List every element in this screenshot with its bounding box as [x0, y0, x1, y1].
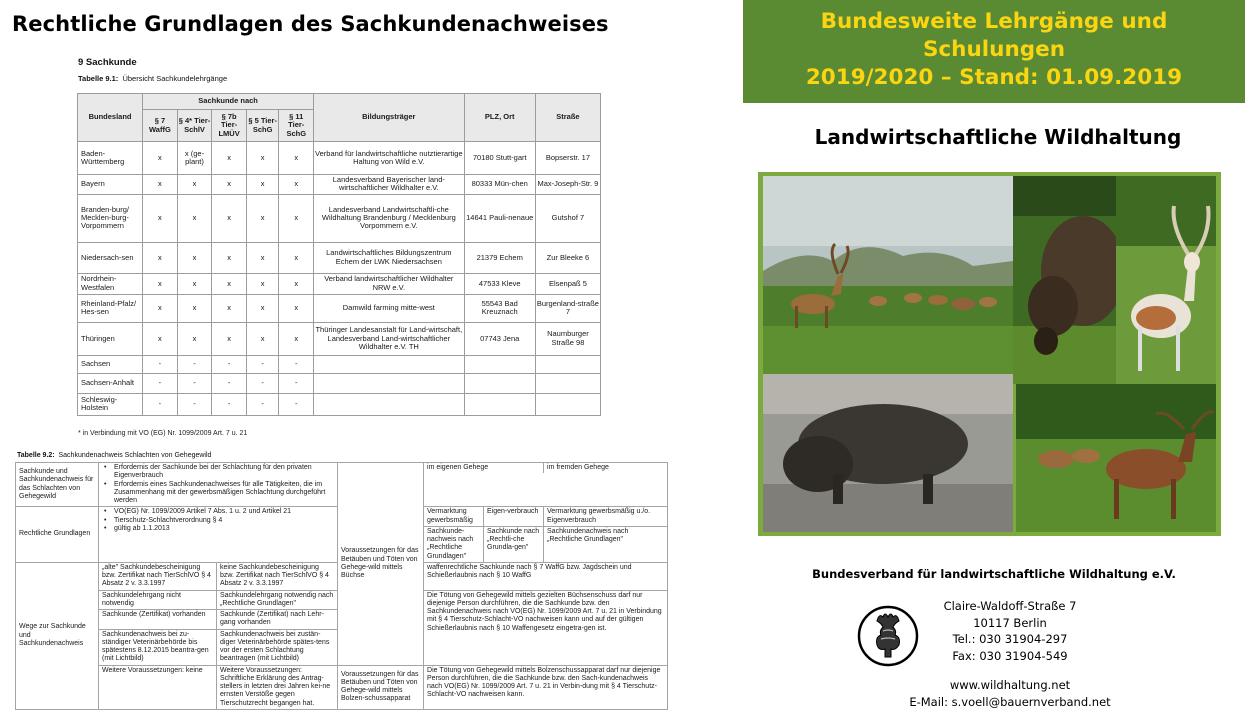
- table-cell-c2: x: [177, 175, 212, 195]
- sk-nach-rg3: Sachkundenachweis nach „Rechtliche Grundlagen": [547, 527, 629, 543]
- table-cell-strasse: Naumburger Straße 98: [535, 322, 600, 355]
- wege-label: Wege zur Sachkunde und Sachkundenachweis: [16, 562, 99, 709]
- table-cell-plz: 07743 Jena: [464, 322, 535, 355]
- phone: Tel.: 030 31904-297: [952, 632, 1068, 646]
- photo-bison: [1013, 176, 1116, 384]
- table-cell-plz: [464, 355, 535, 373]
- wege-a-3: Sachkundenachweis bei zu-ständiger Veterinärbehörde bis spätestens 8.12.2015 beantra-gen (mit Lichtbild): [99, 629, 217, 665]
- list-item: • gültig ab 1.1.2013: [102, 525, 334, 533]
- fax: Fax: 030 31904-549: [952, 648, 1068, 663]
- photo-white-deer: [1116, 176, 1216, 384]
- photo-wild-boar: [763, 374, 1013, 532]
- website-link[interactable]: www.wildhaltung.net: [949, 678, 1071, 692]
- wege-a-0: „alte" Sachkundebescheinigung bzw. Zertifikat nach TierSchlVO § 4 Absatz 2 v. 3.3.1997: [99, 562, 217, 590]
- row-sachkunde-label: Sachkunde und Sachkundenachweis für das Schlachten von Gehegewild: [16, 463, 99, 507]
- table-cell-land: Sachsen: [78, 355, 143, 373]
- wege-b-2: Sachkunde (Zertifikat) nach Lehr-gang vorhanden: [217, 610, 338, 630]
- table-cell-plz: 14641 Pauli-nenaue: [464, 194, 535, 242]
- photo-deer-herd: [763, 176, 1013, 374]
- table-cell-traeger: Verband landwirtschaftlicher Wildhalter NRW e.V.: [314, 273, 465, 294]
- table-cell-land: Niedersach-sen: [78, 242, 143, 273]
- col-p7-waffg: § 7 WaffG: [143, 110, 178, 142]
- table-cell-c3: x: [212, 194, 247, 242]
- table-row: [78, 242, 601, 273]
- bolzen-text: Die Tötung von Gehegewild mittels Bolzenschussapparat darf nur diejenige Person durchführen, die die Sachkunde bzw. den Sach-kundenachweis nach VO(EG) Nr. 1099/2009 Art. 7 u. 21 in Verbin-dung mit § 4 Tierschutz-Schlacht-VO nachweisen kann.: [424, 665, 668, 709]
- wege-a-1: Sachkundelehrgang nicht notwendig: [99, 590, 217, 610]
- email-link[interactable]: E-Mail: s.voell@bauernverband.net: [909, 694, 1111, 709]
- table-cell-land: Rheinland-Pfalz/ Hes-sen: [78, 294, 143, 322]
- table-cell-land: Branden-burg/ Mecklen-burg-Vorpommern: [78, 194, 143, 242]
- table-row: [78, 142, 601, 175]
- col-p4-tierschlv: § 4* Tier-SchlV: [177, 110, 212, 142]
- table-row: [78, 175, 601, 195]
- table-cell-plz: 70180 Stutt-gart: [464, 142, 535, 175]
- table-row: [78, 393, 601, 415]
- wege-b-3: Sachkundenachweis bei zustän-diger Veterinärbehörde spätes-tens vor der ersten Schlachtung beantragen (mit Lichtbild): [217, 629, 338, 665]
- table-cell-plz: 80333 Mün-chen: [464, 175, 535, 195]
- table-cell-traeger: Damwild farming mitte-west: [314, 294, 465, 322]
- photo-red-deer: [1016, 384, 1216, 532]
- table-cell-c5: x: [279, 242, 314, 273]
- table-cell-traeger: Landwirtschaftliches Bildungszentrum Echem der LWK Niedersachsen: [314, 242, 465, 273]
- table-row: [78, 194, 601, 242]
- wege-b-4: Weitere Voraussetzungen: Schriftliche Erklärung des Antrag-stellers in letzten drei Jahren kei-ne ernsten Verstöße gegen Tierschutzrecht begangen hat.: [217, 665, 338, 709]
- table-cell-c3: -: [212, 373, 247, 393]
- banner-line-3: 2019/2020 – Stand: 01.09.2019: [805, 65, 1183, 90]
- vermarktung-uo: Vermarktung gewerbsmäßig u./o. Eigenverbrauch: [547, 508, 651, 524]
- table-cell-c4: x: [246, 273, 279, 294]
- list-item: • Tierschutz-Schlachtverordnung § 4: [102, 517, 334, 525]
- table-cell-c4: -: [246, 393, 279, 415]
- col-p7b-tierlmuev: § 7b Tier-LMÜV: [212, 110, 247, 142]
- row-rechtliche-label: Rechtliche Grundlagen: [16, 507, 99, 563]
- col-plz-ort: PLZ, Ort: [464, 94, 535, 142]
- table-cell-plz: 47533 Kleve: [464, 273, 535, 294]
- table-cell-c3: x: [212, 273, 247, 294]
- col-p5-tierschg: § 5 Tier-SchG: [246, 110, 279, 142]
- table-cell-traeger: Landesverband Bayerischer land-wirtschaftlicher Wildhalter e.V.: [314, 175, 465, 195]
- page-title: Rechtliche Grundlagen des Sachkundenachweises: [12, 12, 609, 36]
- buechse-text: Die Tötung von Gehegewild mittels gezielten Büchsenschuss darf nur diejenige Person durchführen, die die Sachkunde bzw. den Sachkundenachweis nach VO(EG) Nr. 1099/2009 Art. 7 u. 21 in Verbindung mit § 4 Tierschutz-Schlacht-VO nachweisen kann und auf der gültigen Schießerlaubnis nach § 10 Waffengesetz eingetra-gen ist.: [424, 590, 668, 665]
- wege-b-0: keine Sachkundebescheinigung bzw. Zertifikat nach TierSchlVO § 4 Absatz 2 v. 3.3.1997: [217, 562, 338, 590]
- table1-footnote: * in Verbindung mit VO (EG) Nr. 1099/2009 Art. 7 u. 21: [78, 430, 248, 437]
- table-cell-c1: x: [143, 273, 178, 294]
- table-cell-c5: x: [279, 194, 314, 242]
- header-banner: [743, 0, 1245, 103]
- table-cell-c5: -: [279, 393, 314, 415]
- table-cell-c3: x: [212, 294, 247, 322]
- courses-table: [77, 93, 601, 416]
- table-row: [78, 294, 601, 322]
- table-cell-strasse: [535, 373, 600, 393]
- table-cell-c4: x: [246, 194, 279, 242]
- table-cell-plz: [464, 393, 535, 415]
- table-cell-strasse: Gutshof 7: [535, 194, 600, 242]
- col-bundesland: Bundesland: [78, 94, 143, 142]
- banner-line-1: Bundesweite Lehrgänge und: [820, 9, 1168, 34]
- list-item: • Erfordernis eines Sachkundenachweises für alle Tätigkeiten, die im Zusammenhang mit der gewerbsmäßigen Schlachtung durchgeführt werden: [102, 481, 334, 506]
- table-cell-strasse: Elsenpaß 5: [535, 273, 600, 294]
- table-cell-c2: x (ge-plant): [177, 142, 212, 175]
- table-cell-c3: x: [212, 175, 247, 195]
- col-strasse: Straße: [535, 94, 600, 142]
- table-cell-c3: x: [212, 242, 247, 273]
- table-cell-plz: 21379 Echem: [464, 242, 535, 273]
- table-row: [78, 373, 601, 393]
- table-cell-traeger: Landesverband Landwirtschaftli-che Wildhaltung Brandenburg / Mecklenburg Vorpommern e.V.: [314, 194, 465, 242]
- table-cell-c1: -: [143, 373, 178, 393]
- buechse-label: Voraussetzungen für das Betäuben und Töten von Gehege-wild mittels Büchse: [338, 463, 424, 666]
- table-cell-c4: x: [246, 242, 279, 273]
- table-cell-strasse: [535, 393, 600, 415]
- table-cell-land: Sachsen-Anhalt: [78, 373, 143, 393]
- table-cell-strasse: Max-Joseph-Str. 9: [535, 175, 600, 195]
- table-cell-traeger: [314, 373, 465, 393]
- table-cell-c1: x: [143, 242, 178, 273]
- eigenen-gehege: im eigenen Gehege: [424, 463, 544, 473]
- table-cell-c2: -: [177, 393, 212, 415]
- table-cell-c1: x: [143, 294, 178, 322]
- table-cell-traeger: [314, 355, 465, 373]
- table-cell-land: Baden-Württemberg: [78, 142, 143, 175]
- row-sachkunde-bullets: [99, 463, 338, 507]
- table-cell-c1: x: [143, 194, 178, 242]
- table-cell-c4: x: [246, 175, 279, 195]
- table-cell-c4: x: [246, 322, 279, 355]
- table-cell-c2: x: [177, 294, 212, 322]
- gehege-head: [424, 463, 668, 507]
- fremden-gehege: im fremden Gehege: [547, 464, 609, 471]
- table-cell-c4: x: [246, 294, 279, 322]
- table-cell-c5: x: [279, 142, 314, 175]
- table-cell-c5: -: [279, 355, 314, 373]
- table-cell-plz: [464, 373, 535, 393]
- table-cell-c1: x: [143, 322, 178, 355]
- vermarktung: Vermarktung gewerbsmäßig: [424, 507, 484, 526]
- table-cell-c2: x: [177, 242, 212, 273]
- contact-block: [900, 677, 1120, 710]
- wege-b-1: Sachkundelehrgang notwendig nach „Rechtliche Grundlagen": [217, 590, 338, 610]
- section-heading: 9 Sachkunde: [78, 57, 137, 68]
- table-cell-c1: -: [143, 355, 178, 373]
- table-cell-c1: -: [143, 393, 178, 415]
- table-cell-c2: x: [177, 322, 212, 355]
- banner-line-2: Schulungen: [922, 37, 1066, 62]
- table-cell-c1: x: [143, 142, 178, 175]
- association-name: Bundesverband für landwirtschaftliche Wildhaltung e.V.: [812, 567, 1176, 581]
- table-cell-c1: x: [143, 175, 178, 195]
- table-cell-land: Nordrhein-Westfalen: [78, 273, 143, 294]
- table-cell-traeger: Thüringer Landesanstalt für Land-wirtschaft, Landesverband Land-wirtschaftlicher Wildhalter e.V. TH: [314, 322, 465, 355]
- table-cell-c4: x: [246, 142, 279, 175]
- col-sachkunde-nach: Sachkunde nach: [143, 94, 314, 110]
- table-cell-strasse: Burgenland-straße 7: [535, 294, 600, 322]
- table-row: [78, 355, 601, 373]
- table-cell-c5: x: [279, 322, 314, 355]
- table-cell-c3: x: [212, 142, 247, 175]
- sk-nach-rg: Sachkunde-nachweis nach „Rechtliche Grundlagen": [424, 527, 484, 562]
- row-rechtliche-bullets: [99, 507, 338, 563]
- table-cell-c4: -: [246, 373, 279, 393]
- col-bildungstraeger: Bildungsträger: [314, 94, 465, 142]
- table-cell-c3: x: [212, 322, 247, 355]
- table-cell-c2: -: [177, 355, 212, 373]
- list-item: • VO(EG) Nr. 1099/2009 Artikel 7 Abs. 1 u. 2 und Artikel 21: [102, 508, 334, 516]
- bolzen-label: Voraussetzungen für das Betäuben und Töten von Gehege-wild mittels Bolzen-schussapparat: [338, 665, 424, 709]
- table-cell-c5: x: [279, 273, 314, 294]
- street: Claire-Waldoff-Straße 7: [943, 599, 1077, 613]
- vermarktung-row: [424, 507, 668, 563]
- table1-caption: Tabelle 9.1: Übersicht Sachkundelehrgänge: [78, 74, 228, 83]
- table-cell-land: Schleswig-Holstein: [78, 393, 143, 415]
- col-p11-tierschg: § 11 Tier-SchG: [279, 110, 314, 142]
- table-cell-c2: -: [177, 373, 212, 393]
- table-cell-land: Bayern: [78, 175, 143, 195]
- table-cell-c3: -: [212, 355, 247, 373]
- eigenverbrauch: Eigen-verbrauch: [484, 507, 544, 526]
- table-cell-strasse: [535, 355, 600, 373]
- table-cell-c4: -: [246, 355, 279, 373]
- table2-caption: Tabelle 9.2: Sachkundenachweis Schlachten von Gehegewild: [17, 452, 212, 459]
- subtitle: Landwirtschaftliche Wildhaltung: [814, 125, 1182, 149]
- table-cell-land: Thüringen: [78, 322, 143, 355]
- table-cell-c2: x: [177, 194, 212, 242]
- table-cell-c5: x: [279, 175, 314, 195]
- waffenrecht: waffenrechtliche Sachkunde nach § 7 WaffG bzw. Jagdschein und Schießerlaubnis nach § 10 WaffG: [424, 562, 668, 590]
- table-cell-c5: x: [279, 294, 314, 322]
- sk-nach-rg2: Sachkunde nach „Rechtli-che Grundla-gen": [484, 527, 544, 562]
- table-cell-c3: -: [212, 393, 247, 415]
- wege-a-2: Sachkunde (Zertifikat) vorhanden: [99, 610, 217, 630]
- table-cell-traeger: Verband für landwirtschaftliche nutztierartige Haltung von Wild e.V.: [314, 142, 465, 175]
- slaughter-table: [15, 462, 668, 710]
- table-cell-plz: 55543 Bad Kreuznach: [464, 294, 535, 322]
- wege-a-4: Weitere Voraussetzungen: keine: [99, 665, 217, 709]
- table-row: [78, 273, 601, 294]
- address-block: [900, 598, 1120, 664]
- table-row: [78, 322, 601, 355]
- table-cell-strasse: Zur Bleeke 6: [535, 242, 600, 273]
- city: 10117 Berlin: [973, 615, 1047, 630]
- table-cell-c5: -: [279, 373, 314, 393]
- list-item: • Erfordernis der Sachkunde bei der Schlachtung für den privaten Eigenverbrauch: [102, 464, 334, 481]
- photo-collage: [758, 172, 1221, 536]
- table-cell-c2: x: [177, 273, 212, 294]
- table-cell-traeger: [314, 393, 465, 415]
- table-cell-strasse: Bopserstr. 17: [535, 142, 600, 175]
